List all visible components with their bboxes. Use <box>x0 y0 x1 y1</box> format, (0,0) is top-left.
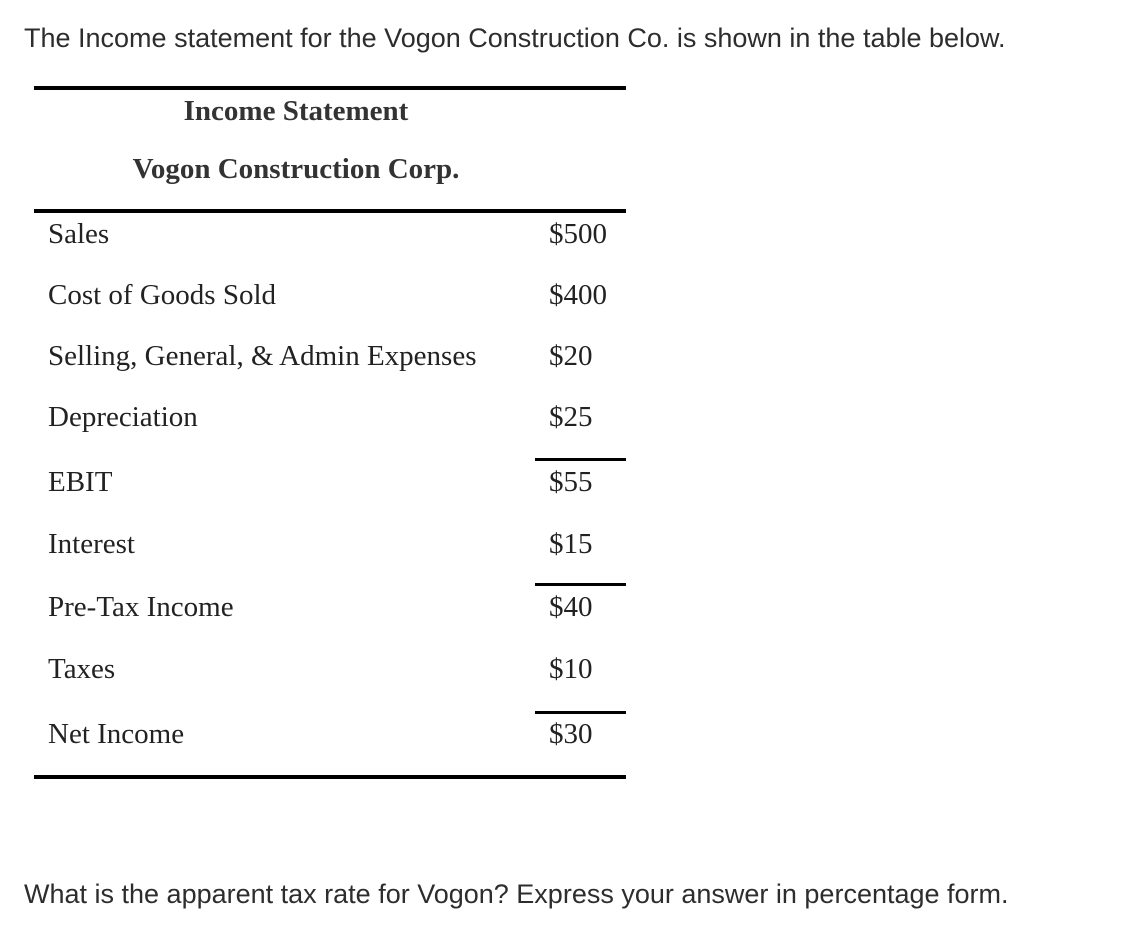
company-name: Vogon Construction Corp. <box>132 153 460 185</box>
row-label: Taxes <box>48 653 116 685</box>
row-pre-tax-income <box>34 587 626 627</box>
row-depreciation <box>34 397 626 437</box>
row-label: Sales <box>48 218 110 250</box>
income-statement-table <box>34 86 626 750</box>
row-label: Depreciation <box>48 401 198 433</box>
row-sales <box>34 214 626 254</box>
row-amount: $500 <box>549 218 607 250</box>
row-amount: $400 <box>549 279 607 311</box>
row-label: EBIT <box>48 466 113 498</box>
row-amount: $15 <box>549 528 593 560</box>
question-text: What is the apparent tax rate for Vogon? Express your answer in percentage form. <box>24 879 1009 909</box>
intro-text: The Income statement for the Vogon Construction Co. is shown in the table below. <box>24 23 1006 53</box>
row-ebit <box>34 462 626 502</box>
row-amount: $40 <box>549 591 593 623</box>
row-label: Selling, General, & Admin Expenses <box>48 340 477 372</box>
row-label: Net Income <box>48 718 185 750</box>
statement-title: Income Statement <box>183 95 409 127</box>
table-bottom-rule <box>34 775 626 779</box>
subtotal-rule-pretax <box>535 583 626 586</box>
row-label: Cost of Goods Sold <box>48 279 277 311</box>
row-amount: $55 <box>549 466 593 498</box>
row-taxes <box>34 649 626 689</box>
row-label: Pre-Tax Income <box>48 591 234 623</box>
row-amount: $30 <box>549 718 593 750</box>
row-amount: $20 <box>549 340 593 372</box>
row-label: Interest <box>48 528 135 560</box>
row-net-income <box>34 714 626 754</box>
header-rule <box>34 209 626 213</box>
table-top-rule <box>34 86 626 90</box>
row-cost-of-goods-sold <box>34 275 626 315</box>
row-amount: $25 <box>549 401 593 433</box>
row-interest <box>34 524 626 564</box>
row-amount: $10 <box>549 653 593 685</box>
row-sga-expenses <box>34 336 626 376</box>
subtotal-rule-ebit <box>535 458 626 461</box>
